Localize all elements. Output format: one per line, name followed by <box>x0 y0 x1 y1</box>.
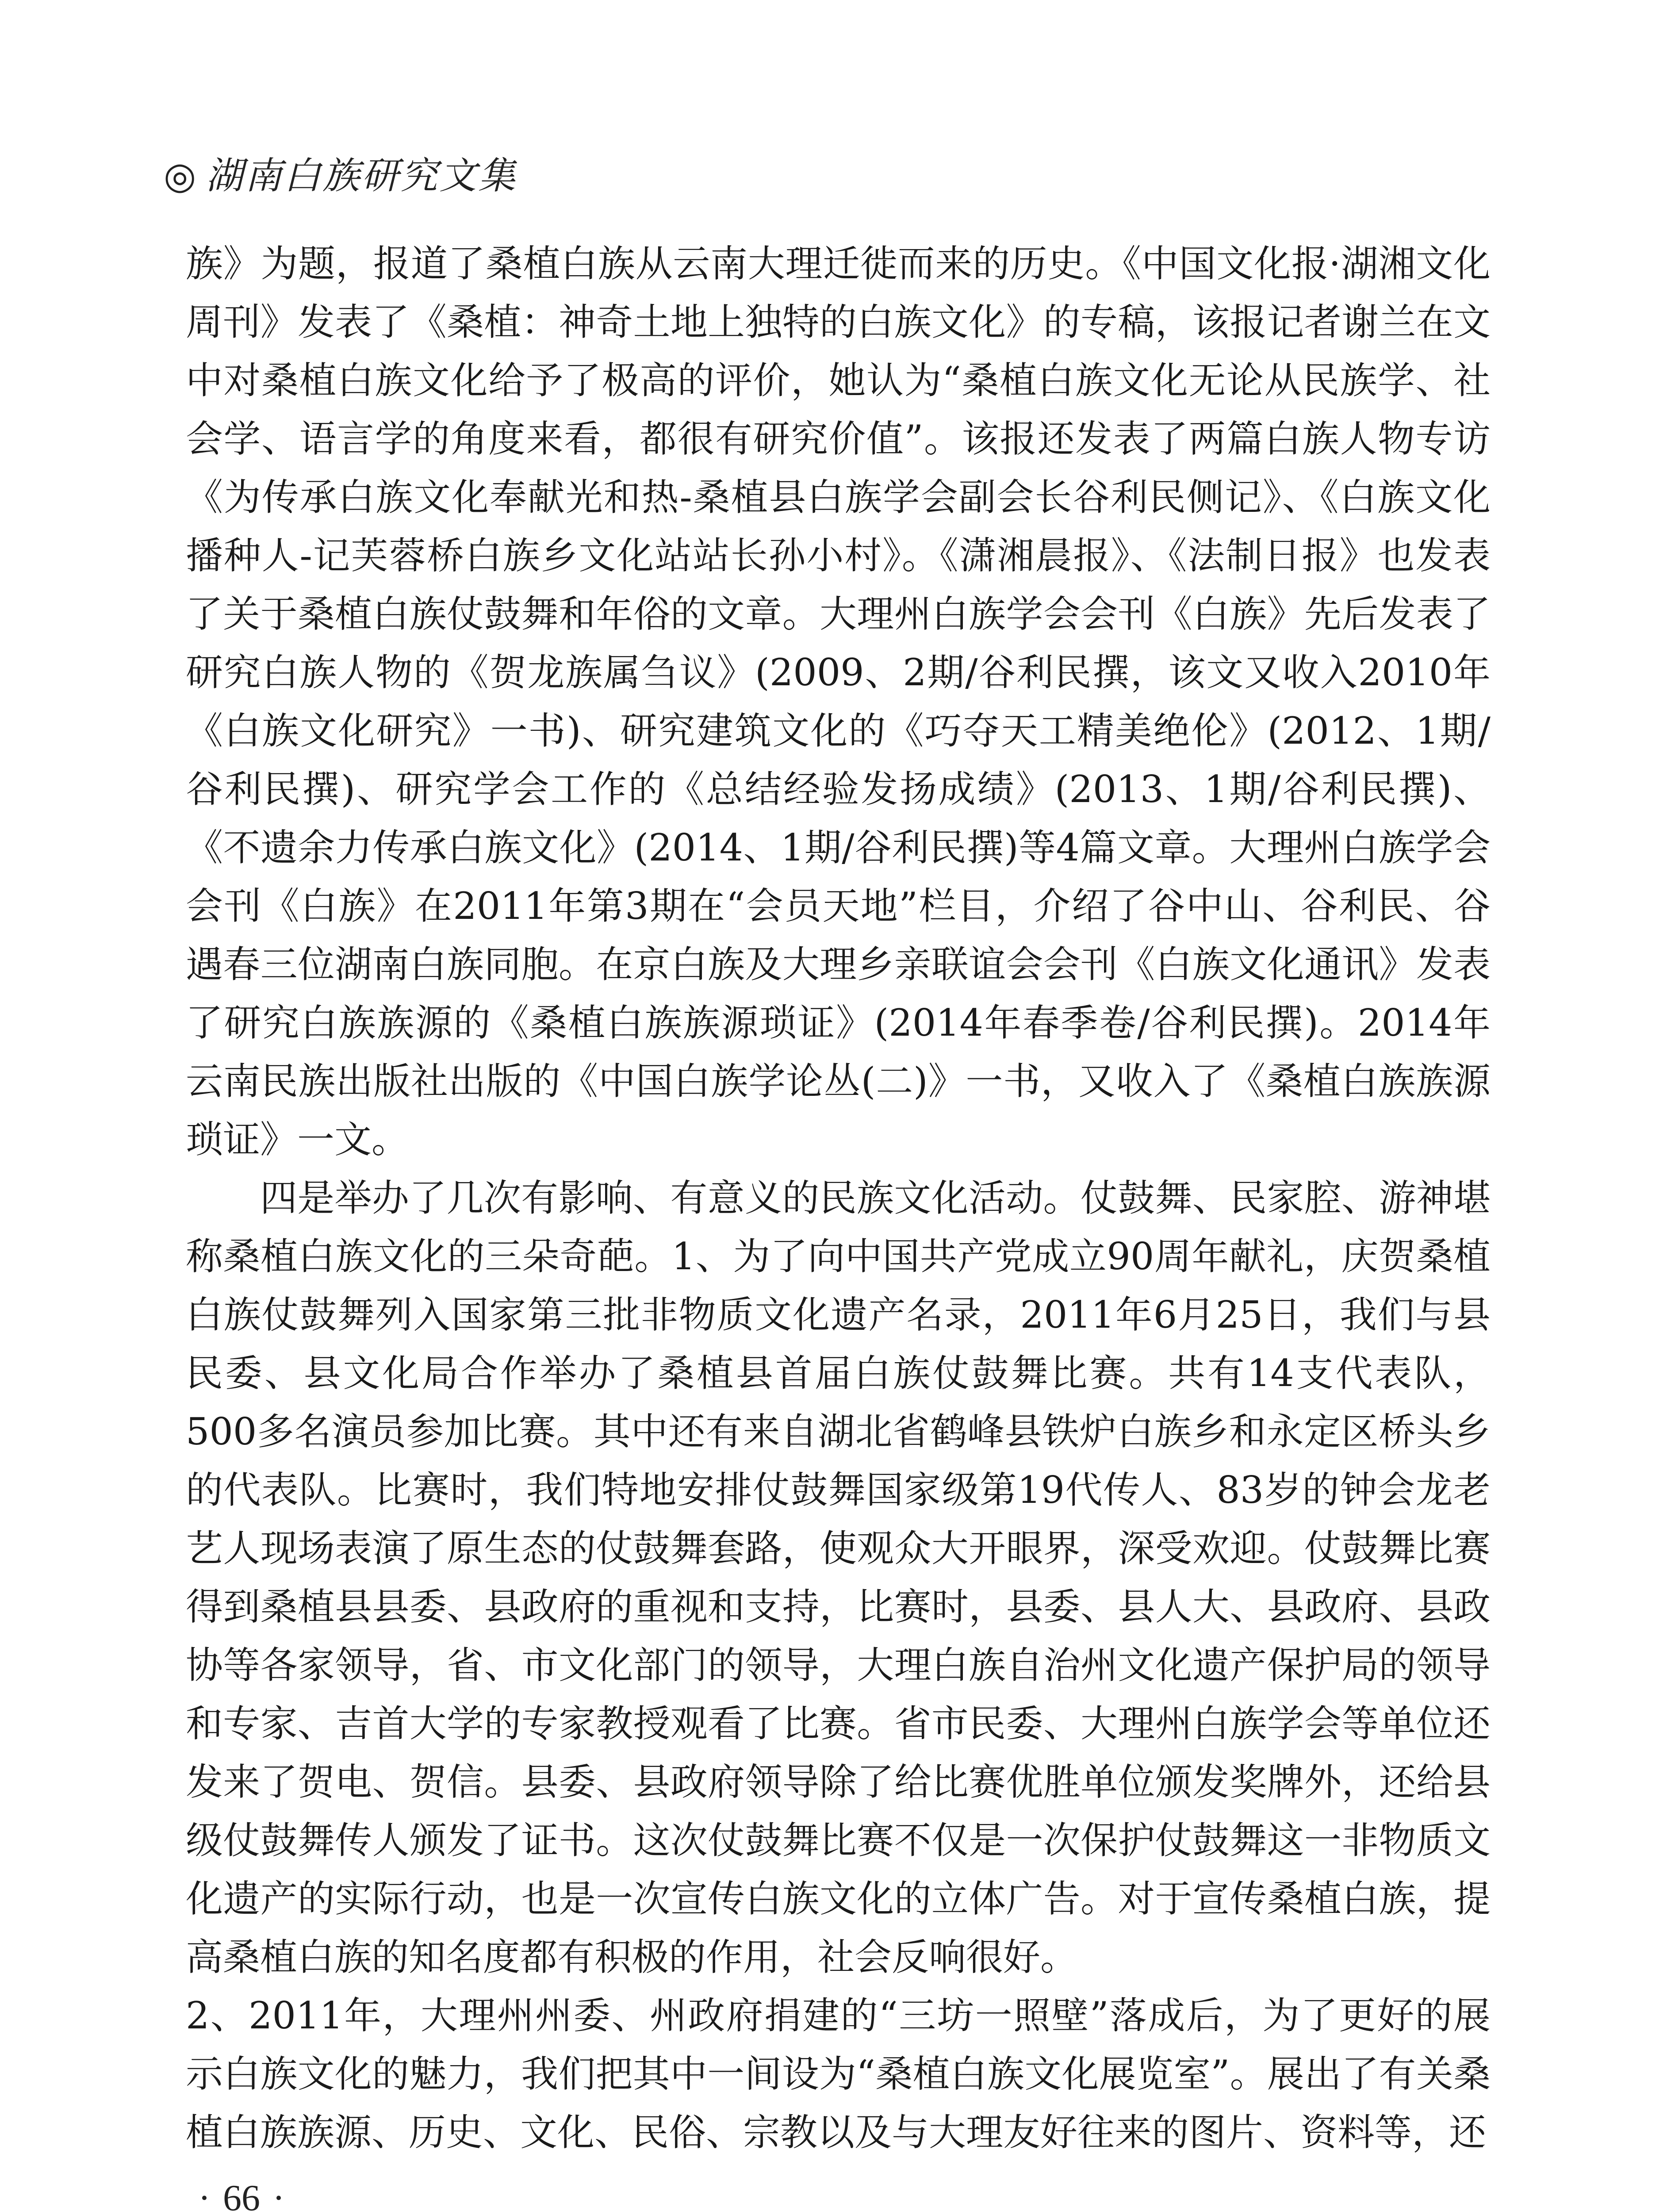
footer-dot-left: · <box>198 2177 211 2212</box>
paragraph-exhibition: 2、2011年，大理州州委、州政府捐建的“三坊一照壁”落成后，为了更好的展示白族文化的魅力，我们把其中一间设为“桑植白族文化展览室”。展出了有关桑植白族族源、历史、文化、民俗、宗教以及与大理友好往来的图片、资料等，还 <box>186 1994 1491 2154</box>
running-header <box>164 146 517 200</box>
footer-dot-right: · <box>272 2177 285 2212</box>
page-footer <box>186 2177 297 2212</box>
header-mark-icon: ◎ <box>164 154 198 197</box>
main-text <box>186 234 1491 2162</box>
paragraph-continued: 族》为题，报道了桑植白族从云南大理迁徙而来的历史。《中国文化报·湖湘文化周刊》发表了《桑植：神奇土地上独特的白族文化》的专稿，该报记者谢兰在文中对桑植白族文化给予了极高的评价，她认为“桑植白族文化无论从民族学、社会学、语言学的角度来看，都很有研究价值”。该报还发表了两篇白族人物专访《为传承白族文化奉献光和热-桑植县白族学会副会长谷利民侧记》、《白族文化播种人-记芙蓉桥白族乡文化站站长孙小村》。《潇湘晨报》、《法制日报》也发表了关于桑植白族仗鼓舞和年俗的文章。大理州白族学会会刊《白族》先后发表了研究白族人物的《贺龙族属刍议》(2009、2期/谷利民撰，该文又收入2010年《白族文化研究》一书)、研究建筑文化的《巧夺天工精美绝伦》(2012、1期/谷利民撰)、研究学会工作的《总结经验发扬成绩》(2013、1期/谷利民撰)、《不遗余力传承白族文化》(2014、1期/谷利民撰)等4篇文章。大理州白族学会会刊《白族》在2011年第3期在“会员天地”栏目，介绍了谷中山、谷利民、谷遇春三位湖南白族同胞。在京白族及大理乡亲联谊会会刊《白族文化通讯》发表了研究白族族源的《桑植白族族源琐证》(2014年春季卷/谷利民撰)。2014年云南民族出版社出版的《中国白族学论丛(二)》一书，又收入了《桑植白族族源琐证》一文。 <box>186 242 1491 1161</box>
page-number: 66 <box>222 2177 260 2212</box>
paragraph-activities: 四是举办了几次有影响、有意义的民族文化活动。仗鼓舞、民家腔、游神堪称桑植白族文化的三朵奇葩。1、为了向中国共产党成立90周年献礼，庆贺桑植白族仗鼓舞列入国家第三批非物质文化遗产名录，2011年6月25日，我们与县民委、县文化局合作举办了桑植县首届白族仗鼓舞比赛。共有14支代表队，500多名演员参加比赛。其中还有来自湖北省鹤峰县铁炉白族乡和永定区桥头乡的代表队。比赛时，我们特地安排仗鼓舞国家级第19代传人、83岁的钟会龙老艺人现场表演了原生态的仗鼓舞套路，使观众大开眼界，深受欢迎。仗鼓舞比赛得到桑植县县委、县政府的重视和支持，比赛时，县委、县人大、县政府、县政协等各家领导，省、市文化部门的领导，大理白族自治州文化遗产保护局的领导和专家、吉首大学的专家教授观看了比赛。省市民委、大理州白族学会等单位还发来了贺电、贺信。县委、县政府领导除了给比赛优胜单位颁发奖牌外，还给县级仗鼓舞传人颁发了证书。这次仗鼓舞比赛不仅是一次保护仗鼓舞这一非物质文化遗产的实际行动，也是一次宣传白族文化的立体广告。对于宣传桑植白族，提高桑植白族的知名度都有积极的作用，社会反响很好。 <box>186 1176 1491 1979</box>
header-title: 湖南白族研究文集 <box>206 154 517 197</box>
